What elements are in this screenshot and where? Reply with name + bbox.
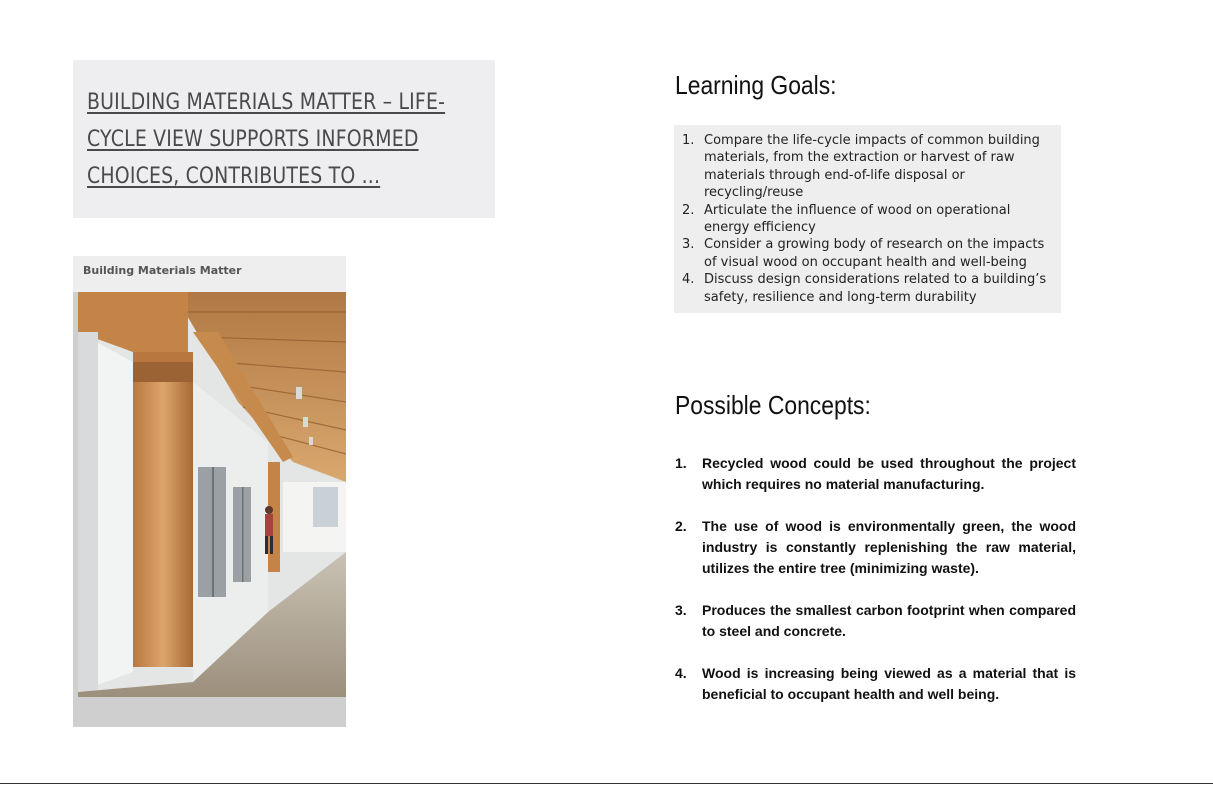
- interior-corridor-photo: [78, 292, 346, 697]
- page-bottom-divider: [0, 783, 1213, 784]
- article-headline-snippet: [73, 60, 495, 218]
- list-item: 3. Consider a growing body of research on the impacts of visual wood on occupant health and well-being: [682, 237, 1045, 270]
- photo-card-header: [73, 256, 346, 292]
- list-item: 2. The use of wood is environmentally green, the wood industry is constantly replenishing the raw material, utilizes the entire tree (minimizing waste).: [675, 518, 1076, 576]
- list-item: 1. Compare the life-cycle impacts of common building materials, from the extraction or harvest of raw materials through end-of-life disposal or recycling/reuse: [682, 133, 1040, 201]
- photo-card-title: Building Materials Matter: [83, 264, 242, 277]
- list-item: 1. Recycled wood could be used throughout the project which requires no material manufacturing.: [675, 455, 1076, 492]
- learning-goals-box: [674, 125, 1061, 313]
- list-item: 3. Produces the smallest carbon footprint when compared to steel and concrete.: [675, 602, 1076, 639]
- learning-goals-list: [682, 132, 1055, 306]
- learning-goals-heading: Learning Goals:: [675, 70, 837, 100]
- list-item: 4. Discuss design considerations related to a building’s safety, resilience and long-term durability: [682, 272, 1047, 305]
- article-headline-link[interactable]: BUILDING MATERIALS MATTER – LIFE-CYCLE VIEW SUPPORTS INFORMED CHOICES, CONTRIBUTES TO ...: [87, 90, 446, 189]
- possible-concepts-heading: Possible Concepts:: [675, 390, 871, 420]
- list-item: 2. Articulate the influence of wood on operational energy efficiency: [682, 202, 1011, 236]
- list-item: 4. Wood is increasing being viewed as a material that is beneficial to occupant health and well being.: [675, 665, 1076, 702]
- photo-card: [73, 256, 346, 727]
- possible-concepts-list: [675, 453, 1076, 726]
